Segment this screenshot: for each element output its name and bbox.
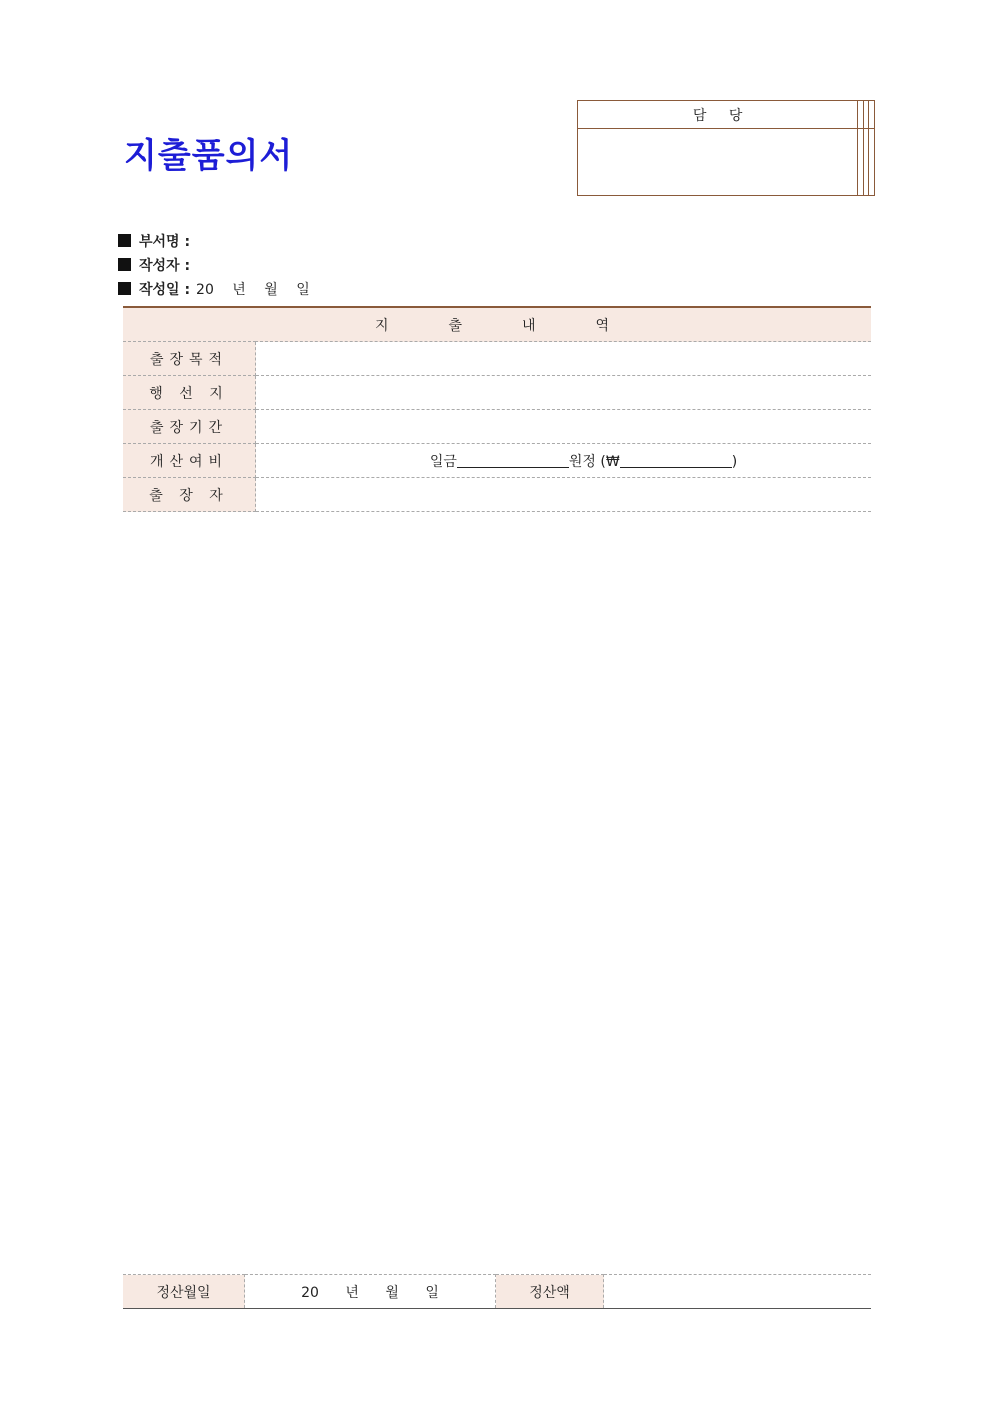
traveler-field[interactable] — [256, 478, 872, 512]
square-bullet-icon — [118, 234, 131, 247]
settle-date-field[interactable] — [245, 1275, 496, 1309]
writer-line — [118, 255, 190, 275]
settle-date-label: 정산월일 — [123, 1275, 245, 1309]
amount-words-blank[interactable] — [457, 453, 569, 468]
expense-detail-header: 지출내역 — [123, 307, 871, 342]
row-label: 출장기간 — [123, 410, 256, 444]
amount-prefix: 일금 — [429, 453, 457, 470]
settle-amount-field[interactable] — [604, 1275, 872, 1309]
trip-purpose-field[interactable] — [256, 342, 872, 376]
writer-label: 작성자 : — [139, 258, 191, 274]
amount-suffix: ) — [731, 453, 738, 470]
expense-detail-table — [123, 306, 871, 512]
approval-head-cell — [869, 101, 875, 129]
square-bullet-icon — [118, 282, 131, 295]
settle-amount-label: 정산액 — [496, 1275, 604, 1309]
date-label: 작성일 : — [139, 282, 191, 298]
settle-date-value: 20 년 월 일 — [301, 1284, 439, 1301]
settlement-table — [123, 1274, 871, 1309]
approval-box — [577, 100, 875, 196]
square-bullet-icon — [118, 258, 131, 271]
estimated-travel-expense-field[interactable] — [256, 444, 872, 478]
amount-middle: 원정 (₩ — [568, 453, 620, 470]
table-row — [123, 342, 871, 376]
approval-sign-cell[interactable] — [869, 129, 875, 196]
row-label: 출 장 자 — [123, 478, 256, 512]
amount-number-blank[interactable] — [620, 453, 732, 468]
trip-period-field[interactable] — [256, 410, 872, 444]
table-row — [123, 444, 871, 478]
row-label: 행 선 지 — [123, 376, 256, 410]
approval-label-cell — [578, 101, 858, 129]
row-label: 출장목적 — [123, 342, 256, 376]
approval-sign-cell[interactable] — [578, 129, 858, 196]
destination-field[interactable] — [256, 376, 872, 410]
date-value[interactable]: 20 년 월 일 — [196, 282, 310, 298]
date-line — [118, 279, 310, 299]
table-row — [123, 376, 871, 410]
table-row — [123, 478, 871, 512]
dept-line — [118, 231, 190, 251]
document-title: 지출품의서 — [124, 136, 294, 176]
dept-label: 부서명 : — [139, 234, 191, 250]
approval-label: 담 당 — [692, 107, 743, 124]
table-row — [123, 410, 871, 444]
row-label: 개산여비 — [123, 444, 256, 478]
